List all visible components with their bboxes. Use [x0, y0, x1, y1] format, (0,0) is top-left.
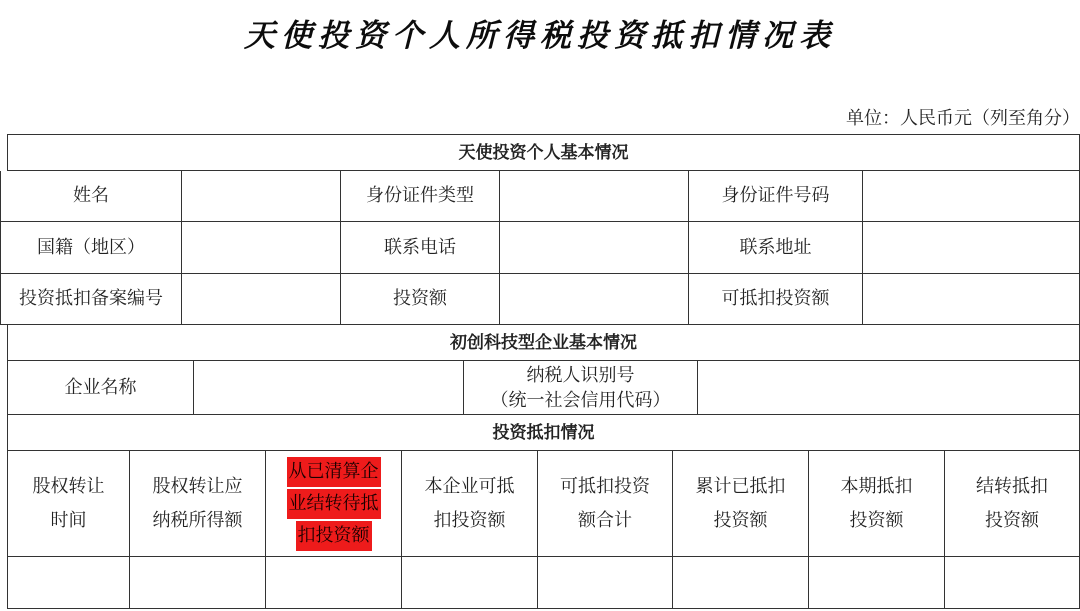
highlight-line-3: 扣投资额: [296, 521, 372, 551]
label-deductible-amount: 可抵扣投资额: [689, 274, 863, 325]
label-phone: 联系电话: [341, 222, 500, 274]
value-nationality[interactable]: [182, 222, 341, 274]
col-company-deductible: 本企业可抵 扣投资额: [402, 451, 538, 557]
col-taxable-income: 股权转让应 纳税所得额: [130, 451, 266, 557]
label-taxpayer-id: 纳税人识别号 （统一社会信用代码）: [464, 361, 698, 415]
col-deductible-total: 可抵扣投资 额合计: [538, 451, 673, 557]
label-nationality: 国籍（地区）: [0, 222, 182, 274]
label-address: 联系地址: [689, 222, 863, 274]
section-deduction-header: 投资抵扣情况: [7, 415, 1080, 451]
value-id-number[interactable]: [863, 171, 1080, 222]
label-id-number: 身份证件号码: [689, 171, 863, 222]
highlighted-label: [287, 457, 381, 551]
label-id-type: 身份证件类型: [341, 171, 500, 222]
value-address[interactable]: [863, 222, 1080, 274]
col-carryover-deduction: 结转抵扣 投资额: [945, 451, 1080, 557]
value-company-name[interactable]: [194, 361, 464, 415]
label-investment-amount: 投资额: [341, 274, 500, 325]
col-liquidated-carryover: [266, 451, 402, 557]
data-cell[interactable]: [538, 557, 673, 609]
data-cell[interactable]: [266, 557, 402, 609]
page-title: 天使投资个人所得税投资抵扣情况表: [244, 18, 836, 54]
section-angel-investor-header: 天使投资个人基本情况: [7, 134, 1080, 171]
label-name: 姓名: [0, 171, 182, 222]
section-startup-header: 初创科技型企业基本情况: [7, 325, 1080, 361]
data-cell[interactable]: [402, 557, 538, 609]
data-cell[interactable]: [945, 557, 1080, 609]
data-cell[interactable]: [809, 557, 945, 609]
value-investment-amount[interactable]: [500, 274, 689, 325]
col-transfer-time: 股权转让 时间: [7, 451, 130, 557]
value-phone[interactable]: [500, 222, 689, 274]
data-cell[interactable]: [7, 557, 130, 609]
data-cell[interactable]: [673, 557, 809, 609]
value-id-type[interactable]: [500, 171, 689, 222]
data-cell[interactable]: [130, 557, 266, 609]
value-filing-number[interactable]: [182, 274, 341, 325]
currency-unit-note: 单位：人民币元（列至角分）: [846, 108, 1080, 129]
value-taxpayer-id[interactable]: [698, 361, 1080, 415]
col-current-deduction: 本期抵扣 投资额: [809, 451, 945, 557]
value-deductible-amount[interactable]: [863, 274, 1080, 325]
col-accumulated-deducted: 累计已抵扣 投资额: [673, 451, 809, 557]
highlight-line-2: 业结转待抵: [287, 489, 381, 519]
highlight-line-1: 从已清算企: [287, 457, 381, 487]
label-company-name: 企业名称: [7, 361, 194, 415]
value-name[interactable]: [182, 171, 341, 222]
label-filing-number: 投资抵扣备案编号: [0, 274, 182, 325]
